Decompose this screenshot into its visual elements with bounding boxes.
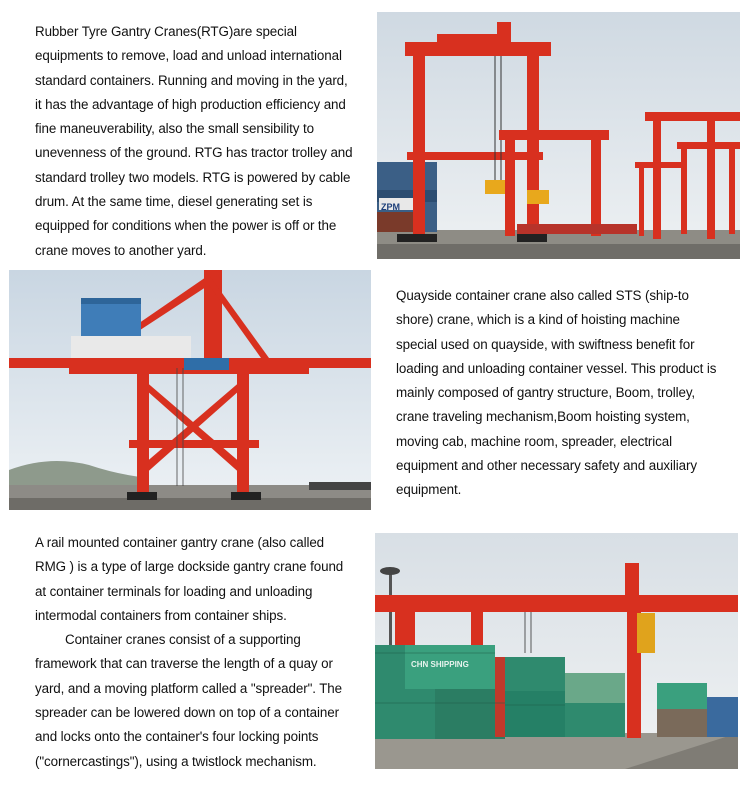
rtg-description xyxy=(35,20,353,263)
rtg-crane-photo xyxy=(377,12,740,259)
sts-description xyxy=(396,284,720,503)
rtg-paragraph: Rubber Tyre Gantry Cranes(RTG)are special equipments to remove, load and unload international standard containers. Running and moving in the yard, it has the advantage of high production efficiency and fine maneuverability, also the small sensibility to unevenness of the ground. RTG has tractor trolley and standard trolley two models. RTG is powered by cable drum. At the same time, diesel generating set is equipped for conditions when the power is off or the crane moves to another yard. xyxy=(35,24,353,258)
rmg-crane-photo xyxy=(375,533,738,769)
zpm-label: ZPM xyxy=(381,202,400,212)
sts-crane-photo xyxy=(9,270,371,510)
rmg-paragraph-2: Container cranes consist of a supporting framework that can traverse the length of a quay or yard, and a moving platform called a "spreader". The spreader can be lowered down on top of a container and locks onto the container's four locking points ("cornercastings"), using a twistlock mechanism. xyxy=(35,632,343,769)
sts-paragraph: Quayside container crane also called STS (ship-to shore) crane, which is a kind of hoisting machine special used on quayside, with swiftness benefit for loading and unloading container vessel. This product is mainly composed of gantry structure, Boom, trolley, crane traveling mechanism,Boom hoisting system, moving cab, machine room, spreader, electrical equipment and other necessary safety and auxiliary equipment. xyxy=(396,288,717,498)
rmg-paragraph-1: A rail mounted container gantry crane (also called RMG ) is a type of large dockside gantry crane found at container terminals for loading and unloading intermodal containers from container ships. xyxy=(35,535,344,623)
chn-shipping-label: CHN SHIPPING xyxy=(411,660,469,669)
rmg-description xyxy=(35,531,355,774)
